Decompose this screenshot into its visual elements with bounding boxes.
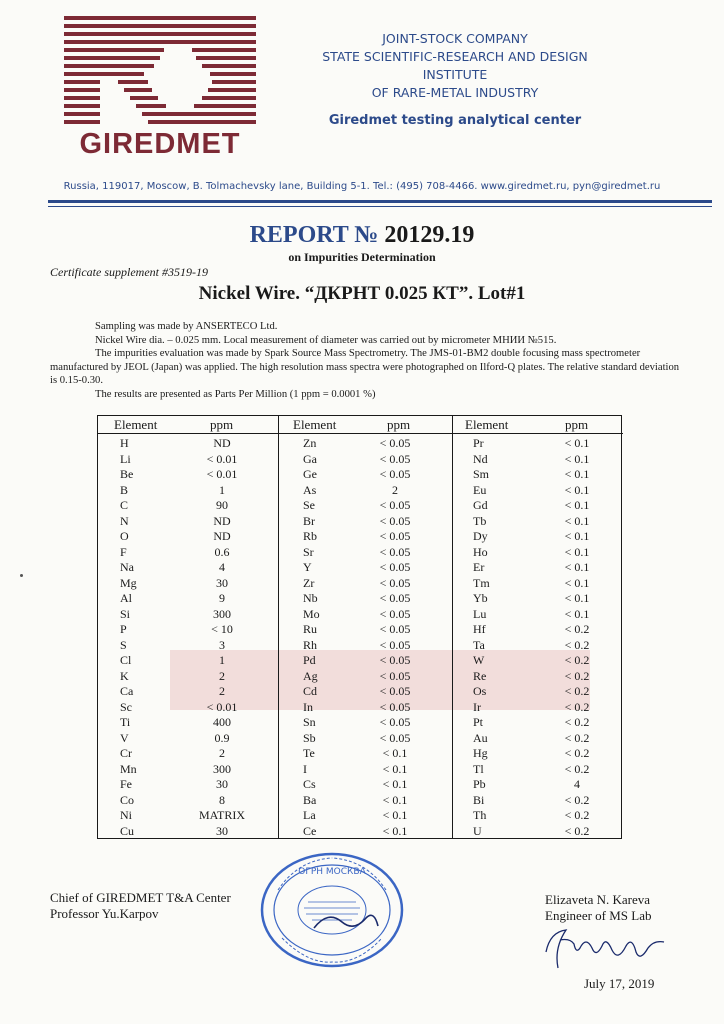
header-ppm: ppm	[387, 417, 411, 432]
element-symbol: Pt	[473, 715, 484, 729]
ppm-value: < 0.1	[382, 761, 408, 776]
ppm-value: < 0.1	[382, 823, 408, 838]
table-row	[98, 483, 278, 498]
element-symbol: Cs	[303, 777, 316, 791]
element-symbol: Nd	[473, 451, 488, 466]
table-row	[98, 762, 278, 777]
table-row	[279, 824, 452, 839]
element-symbol: Ag	[303, 668, 318, 683]
element-symbol: Pb	[473, 777, 486, 791]
element-symbol: Nb	[303, 591, 318, 605]
ppm-value: < 0.05	[379, 715, 411, 729]
header-divider-thin	[48, 206, 712, 207]
ppm-value: < 0.2	[564, 730, 590, 745]
table-row	[98, 824, 278, 839]
element-symbol: Bi	[473, 792, 485, 807]
table-row	[453, 622, 623, 637]
ppm-value: 2	[219, 668, 225, 683]
element-symbol: Ga	[303, 451, 317, 466]
ppm-value: < 0.05	[379, 436, 411, 450]
table-row	[279, 452, 452, 467]
table-column	[452, 416, 623, 838]
table-row	[279, 591, 452, 606]
header-divider	[48, 200, 712, 203]
ppm-value: 300	[213, 606, 231, 621]
element-symbol: P	[120, 622, 127, 636]
element-symbol: Rh	[303, 637, 318, 652]
element-symbol: Cu	[120, 823, 135, 838]
ppm-value: < 0.2	[564, 792, 590, 807]
element-symbol: Tb	[473, 513, 487, 528]
ppm-value: < 0.2	[564, 653, 590, 667]
ppm-value: < 0.05	[379, 699, 411, 714]
element-symbol: Mn	[120, 761, 137, 776]
ppm-value: 400	[213, 715, 231, 729]
official-stamp	[258, 850, 406, 970]
ppm-value: < 0.2	[564, 715, 590, 729]
table-row	[453, 762, 623, 777]
element-symbol: Sr	[303, 544, 314, 559]
element-symbol: Yb	[473, 591, 488, 605]
report-title	[0, 222, 724, 249]
table-row	[98, 591, 278, 606]
element-symbol: Tm	[473, 575, 490, 590]
ppm-value: MATRIX	[198, 808, 245, 822]
ppm-value: 30	[216, 575, 228, 590]
report-subtitle: on Impurities Determination	[288, 250, 436, 264]
element-symbol: Ru	[303, 622, 318, 636]
element-symbol: B	[120, 482, 129, 497]
element-symbol: Er	[473, 560, 485, 574]
ppm-value: 9	[219, 591, 225, 605]
organization-name	[290, 30, 620, 102]
table-row	[98, 560, 278, 575]
table-row	[453, 653, 623, 668]
table-row	[98, 452, 278, 467]
table-column	[98, 416, 278, 838]
handwritten-signature	[540, 918, 670, 974]
ppm-value: 1	[219, 653, 225, 667]
element-symbol: Ce	[303, 823, 317, 838]
element-symbol: Sc	[120, 699, 132, 714]
table-row	[453, 746, 623, 761]
table-row	[279, 669, 452, 684]
ppm-value: < 0.05	[379, 653, 411, 667]
element-symbol: Ho	[473, 544, 488, 559]
element-symbol: F	[120, 544, 127, 559]
table-row	[453, 700, 623, 715]
center-name: Giredmet testing analytical center	[328, 113, 582, 128]
element-symbol: Re	[473, 668, 487, 683]
table-row	[279, 545, 452, 560]
ppm-value: < 0.1	[382, 777, 408, 791]
table-row	[453, 576, 623, 591]
header-ppm: ppm	[565, 417, 589, 432]
table-row	[279, 529, 452, 544]
element-symbol: Pr	[473, 436, 484, 450]
header-element: Element	[293, 417, 337, 432]
element-symbol: Ge	[303, 467, 317, 481]
table-row	[453, 793, 623, 808]
table-row	[98, 545, 278, 560]
table-row	[453, 498, 623, 513]
body-paragraph: The results are presented as Parts Per Million (1 ppm = 0.0001 %)	[95, 388, 376, 400]
table-row	[279, 684, 452, 699]
ppm-value: < 0.05	[379, 529, 411, 543]
body-paragraph: Sampling was made by ANSERTECO Ltd.	[95, 321, 278, 332]
element-symbol: La	[303, 808, 316, 822]
element-symbol: N	[120, 513, 129, 528]
ppm-value: < 0.01	[206, 699, 238, 714]
table-row	[453, 715, 623, 730]
engineer-name: Elizaveta N. Kareva	[545, 892, 651, 907]
table-row	[98, 514, 278, 529]
table-row	[98, 576, 278, 591]
table-row	[98, 715, 278, 730]
table-row	[279, 777, 452, 792]
ppm-value: < 0.1	[564, 560, 590, 574]
ppm-value: < 0.2	[564, 668, 590, 683]
body-paragraph: Nickel Wire dia. – 0.025 mm. Local measurement of diameter was carried out by micrometer МНИИ №515.	[95, 334, 557, 346]
body-paragraph: The impurities evaluation was made by Spark Source Mass Spectrometry. The JMS-01-BM2 double focusing mass spectrometer manufactured by JEOL (Japan) was applied. The high resolution mass spectra were photographed on Ilford-Q plates. The relative standard deviation is 0.15-0.30.	[50, 348, 680, 387]
ppm-value: < 0.1	[564, 591, 590, 605]
table-row	[453, 514, 623, 529]
ppm-value: < 0.05	[379, 668, 411, 683]
ppm-value: < 0.05	[379, 622, 411, 636]
table-row	[98, 777, 278, 792]
table-row	[98, 669, 278, 684]
table-row	[98, 684, 278, 699]
element-symbol: C	[120, 498, 129, 512]
table-row	[98, 638, 278, 653]
method-description	[50, 320, 682, 402]
table-row	[279, 436, 452, 451]
element-symbol: Hf	[473, 622, 486, 636]
table-row	[279, 560, 452, 575]
element-symbol: Tl	[473, 761, 484, 776]
element-symbol: Pd	[303, 653, 316, 667]
element-symbol: Mg	[120, 575, 137, 590]
address-line: Russia, 119017, Moscow, B. Tolmachevsky lane, Building 5-1. Tel.: (495) 708-4466. www.giredmet.ru, pyn@giredmet.ru	[63, 181, 661, 192]
table-row	[453, 684, 623, 699]
ppm-value: 2	[219, 684, 225, 698]
ppm-value: ND	[213, 513, 231, 528]
element-symbol: W	[473, 653, 485, 667]
element-symbol: Co	[120, 792, 135, 807]
ppm-value: ND	[213, 436, 231, 450]
ppm-value: < 0.1	[382, 808, 408, 822]
engineer-title: Engineer of MS Lab	[545, 908, 652, 923]
header-element: Element	[465, 417, 509, 432]
table-row	[98, 731, 278, 746]
ppm-value: 30	[216, 823, 228, 838]
report-number: 20129.19	[384, 222, 475, 248]
ppm-value: 2	[392, 482, 398, 497]
ppm-value: < 0.05	[379, 498, 411, 512]
table-row	[279, 483, 452, 498]
table-row	[279, 762, 452, 777]
table-row	[98, 700, 278, 715]
element-symbol: In	[303, 699, 313, 714]
element-symbol: Be	[120, 467, 134, 481]
ppm-value: < 0.1	[564, 498, 590, 512]
element-symbol: Dy	[473, 529, 488, 543]
element-symbol: Ti	[120, 715, 131, 729]
table-row	[279, 731, 452, 746]
table-row	[279, 467, 452, 482]
table-row	[453, 560, 623, 575]
table-row	[453, 638, 623, 653]
ppm-value: 0.9	[214, 730, 230, 745]
ppm-value: < 0.05	[379, 544, 411, 559]
table-row	[279, 715, 452, 730]
table-row	[279, 746, 452, 761]
table-header	[453, 416, 623, 434]
element-symbol: Cl	[120, 653, 132, 667]
element-symbol: Ca	[120, 684, 134, 698]
element-symbol: Gd	[473, 498, 488, 512]
element-symbol: Os	[473, 684, 487, 698]
element-symbol: Hg	[473, 746, 488, 760]
table-row	[279, 607, 452, 622]
element-symbol: Zn	[303, 436, 317, 450]
ppm-value: < 0.05	[379, 591, 411, 605]
ppm-value: < 0.05	[379, 451, 411, 466]
element-symbol: Fe	[120, 777, 132, 791]
ppm-value: ND	[213, 529, 231, 543]
ppm-value: < 0.1	[564, 436, 590, 450]
stamp-text: ОГРН МОСКВА	[298, 867, 366, 877]
chief-title: Chief of GIREDMET T&A Center	[50, 890, 231, 905]
table-row	[453, 824, 623, 839]
chief-signature-block	[50, 890, 231, 922]
ppm-value: < 0.1	[564, 606, 590, 621]
table-row	[453, 545, 623, 560]
ppm-value: < 0.01	[206, 451, 238, 466]
element-symbol: Eu	[473, 482, 487, 497]
table-row	[98, 498, 278, 513]
element-symbol: Ir	[473, 699, 481, 714]
ppm-value: < 0.2	[564, 746, 590, 760]
ppm-value: 8	[219, 792, 225, 807]
element-symbol: Th	[473, 808, 487, 822]
ppm-value: < 0.2	[564, 808, 590, 822]
table-row	[453, 777, 623, 792]
table-row	[98, 622, 278, 637]
ppm-value: 30	[216, 777, 228, 791]
ppm-value: < 0.05	[379, 467, 411, 481]
table-row	[279, 576, 452, 591]
ppm-value: 4	[219, 560, 225, 574]
table-column	[278, 416, 452, 838]
ppm-value: < 0.1	[382, 746, 408, 760]
ppm-value: 90	[216, 498, 228, 512]
table-row	[98, 746, 278, 761]
element-symbol: H	[120, 436, 129, 450]
ppm-value: 3	[219, 637, 225, 652]
element-symbol: Sm	[473, 467, 490, 481]
org-line: OF RARE-METAL INDUSTRY	[371, 85, 539, 100]
ppm-value: < 0.01	[206, 467, 238, 481]
org-line: JOINT-STOCK COMPANY	[382, 31, 528, 46]
element-symbol: U	[473, 823, 482, 838]
table-row	[98, 529, 278, 544]
ppm-value: < 0.05	[379, 606, 411, 621]
element-symbol: S	[120, 637, 127, 652]
element-symbol: Zr	[303, 575, 315, 590]
table-row	[279, 638, 452, 653]
table-row	[453, 731, 623, 746]
ppm-value: 2	[219, 746, 225, 760]
element-symbol: Te	[303, 746, 315, 760]
ppm-value: 4	[574, 777, 580, 791]
table-row	[453, 529, 623, 544]
table-row	[98, 607, 278, 622]
element-symbol: Ba	[303, 792, 317, 807]
table-row	[279, 498, 452, 513]
table-header	[279, 416, 452, 434]
certificate-supplement: Certificate supplement #3519-19	[50, 265, 208, 279]
table-row	[98, 793, 278, 808]
ppm-value: < 0.05	[379, 575, 411, 590]
element-symbol: Se	[303, 498, 315, 512]
element-symbol: Ta	[473, 637, 485, 652]
element-symbol: Mo	[303, 606, 320, 621]
ppm-value: 1	[219, 482, 225, 497]
table-row	[453, 591, 623, 606]
element-symbol: Sb	[303, 730, 316, 745]
element-symbol: Li	[120, 451, 131, 466]
table-row	[453, 607, 623, 622]
table-row	[453, 483, 623, 498]
element-symbol: Cr	[120, 746, 132, 760]
impurities-table	[97, 415, 622, 839]
element-symbol: Au	[473, 730, 488, 745]
element-symbol: V	[120, 730, 129, 745]
ppm-value: 300	[213, 761, 231, 776]
element-symbol: As	[303, 482, 317, 497]
ppm-value: < 0.2	[564, 622, 590, 636]
scan-speck	[20, 574, 23, 577]
chief-name: Professor Yu.Karpov	[50, 906, 159, 921]
element-symbol: O	[120, 529, 129, 543]
ppm-value: < 0.2	[564, 699, 590, 714]
element-symbol: Si	[120, 606, 131, 621]
table-row	[98, 653, 278, 668]
ppm-value: < 10	[211, 622, 233, 636]
ppm-value: < 0.2	[564, 684, 590, 698]
table-row	[279, 793, 452, 808]
table-row	[279, 700, 452, 715]
element-symbol: Y	[303, 560, 312, 574]
ppm-value: < 0.05	[379, 513, 411, 528]
table-row	[279, 808, 452, 823]
element-symbol: K	[120, 668, 129, 683]
element-symbol: Ni	[120, 808, 132, 822]
logo-text: GIREDMET	[79, 128, 241, 160]
product-title: Nickel Wire. “ДКРНТ 0.025 КТ”. Lot#1	[198, 283, 526, 304]
ppm-value: < 0.05	[379, 637, 411, 652]
element-symbol: Br	[303, 513, 315, 528]
report-title-prefix: REPORT №	[249, 222, 379, 248]
org-line: STATE SCIENTIFIC-RESEARCH AND DESIGN INSTITUTE	[322, 49, 588, 82]
ppm-value: < 0.1	[564, 575, 590, 590]
element-symbol: Lu	[473, 606, 487, 621]
table-row	[279, 622, 452, 637]
ppm-value: < 0.2	[564, 823, 590, 838]
table-header	[98, 416, 278, 434]
element-symbol: I	[303, 761, 307, 776]
ppm-value: < 0.1	[564, 529, 590, 543]
table-row	[453, 669, 623, 684]
ppm-value: < 0.1	[564, 467, 590, 481]
element-symbol: Cd	[303, 684, 318, 698]
ppm-value: 0.6	[214, 544, 230, 559]
ppm-value: < 0.1	[564, 513, 590, 528]
ppm-value: < 0.2	[564, 637, 590, 652]
table-row	[453, 436, 623, 451]
ppm-value: < 0.1	[564, 544, 590, 559]
element-symbol: Na	[120, 560, 134, 574]
ppm-value: < 0.1	[382, 792, 408, 807]
table-row	[98, 467, 278, 482]
table-row	[279, 653, 452, 668]
element-symbol: Al	[120, 591, 132, 605]
element-symbol: Sn	[303, 715, 316, 729]
table-row	[279, 514, 452, 529]
table-row	[453, 467, 623, 482]
ppm-value: < 0.1	[564, 482, 590, 497]
table-row	[453, 808, 623, 823]
ppm-value: < 0.05	[379, 684, 411, 698]
header-ppm: ppm	[210, 417, 234, 432]
ppm-value: < 0.2	[564, 761, 590, 776]
table-row	[98, 436, 278, 451]
header-element: Element	[114, 417, 158, 432]
report-date: July 17, 2019	[584, 976, 655, 991]
table-row	[453, 452, 623, 467]
ppm-value: < 0.1	[564, 451, 590, 466]
table-row	[98, 808, 278, 823]
ppm-value: < 0.05	[379, 560, 411, 574]
element-symbol: Rb	[303, 529, 318, 543]
ppm-value: < 0.05	[379, 730, 411, 745]
